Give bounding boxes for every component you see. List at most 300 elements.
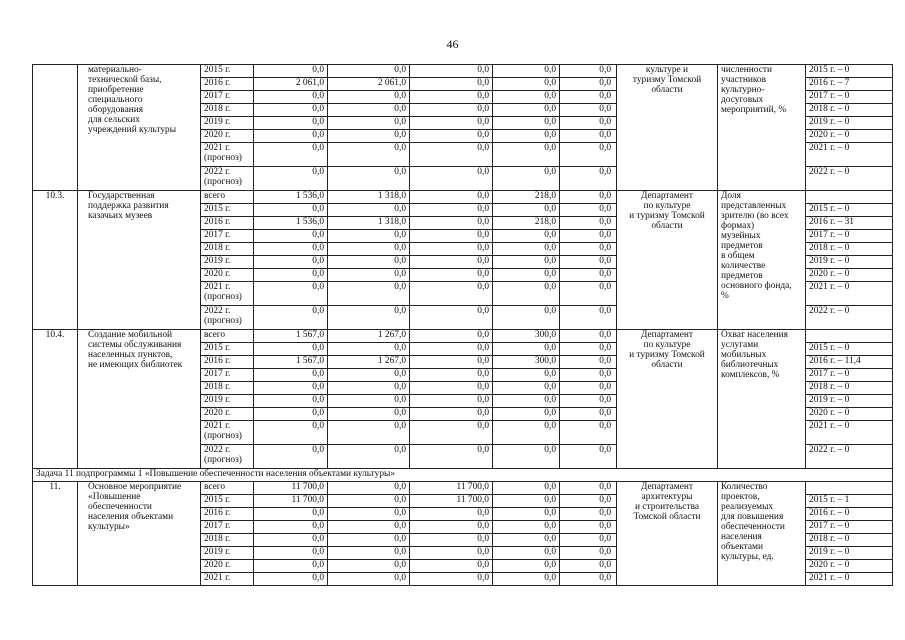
executor-line: Департамент [641,191,693,201]
indicator-value: 2022 г. – 0 [806,167,893,191]
funding-value: 0,0 [254,343,328,356]
period-cell [201,445,254,469]
indicator-line: культуры, ед. [721,552,774,562]
funding-value: 0,0 [493,117,560,130]
indicator-value: 2015 г. – 0 [806,65,893,78]
executor-line: Департамент [641,330,693,340]
period-label: всего [204,330,226,340]
funding-value: 0,0 [328,495,410,508]
funding-value: 0,0 [328,395,410,408]
funding-value: 0,0 [493,306,560,330]
indicator-line: в общем [721,251,755,261]
activity-name-line: материально- [88,65,142,75]
indicator-value: 2018 г. – 0 [806,382,893,395]
activity-name-line: системы обслуживания [88,340,182,350]
funding-value: 1 318,0 [328,191,410,204]
funding-value: 0,0 [410,343,493,356]
indicator-value: 2019 г. – 0 [806,395,893,408]
indicator-name [718,482,806,586]
funding-value: 0,0 [493,230,560,243]
period-label: 2015 г. [204,65,231,75]
executor [617,330,718,469]
funding-value: 0,0 [328,547,410,560]
funding-value: 0,0 [493,445,560,469]
funding-value: 0,0 [410,560,493,573]
funding-value: 0,0 [254,65,328,78]
indicator-value: 2022 г. – 0 [806,445,893,469]
indicator-value: 2015 г. – 1 [806,495,893,508]
period-cell [201,343,254,356]
period-note: (прогноз) [204,455,242,465]
funding-value: 0,0 [493,395,560,408]
period-cell [201,482,254,495]
funding-value: 0,0 [560,495,617,508]
executor-line: области [651,360,683,370]
period-cell [201,117,254,130]
funding-value: 0,0 [410,508,493,521]
funding-value: 0,0 [560,230,617,243]
period-cell [201,130,254,143]
funding-value: 0,0 [410,330,493,343]
indicator-value: 2021 г. – 0 [806,143,893,167]
funding-value: 0,0 [410,243,493,256]
period-label: 2020 г. [204,408,231,418]
funding-value: 0,0 [254,547,328,560]
funding-value: 0,0 [493,482,560,495]
activity-name-line: Государственная [88,191,155,201]
indicator-value [806,191,893,204]
executor [617,65,718,191]
funding-value: 0,0 [410,534,493,547]
funding-value: 0,0 [254,521,328,534]
indicator-line: реализуемых [721,502,774,512]
indicator-value: 2015 г. – 0 [806,343,893,356]
indicator-line: численности [721,65,772,75]
funding-value: 0,0 [410,356,493,369]
period-label: 2022 г. [204,445,231,455]
funding-value: 0,0 [493,560,560,573]
activity-name-line: поддержка развития [88,201,169,211]
program-table [32,64,893,586]
indicator-value: 2020 г. – 0 [806,408,893,421]
funding-value: 0,0 [410,230,493,243]
indicator-value: 2021 г. – 0 [806,573,893,586]
indicator-line: Охват населения [721,330,788,340]
period-cell [201,217,254,230]
funding-value: 0,0 [254,408,328,421]
period-label: 2019 г. [204,547,231,557]
funding-value: 0,0 [493,91,560,104]
funding-value: 0,0 [328,369,410,382]
funding-value: 0,0 [410,167,493,191]
period-label: 2021 г. [204,421,231,431]
funding-value: 1 267,0 [328,356,410,369]
funding-value: 0,0 [560,482,617,495]
funding-value: 0,0 [493,243,560,256]
indicator-line: библиотечных [721,360,779,370]
funding-value: 0,0 [328,482,410,495]
funding-value: 0,0 [328,256,410,269]
executor-line: туризму Томской [632,75,702,85]
period-label: 2021 г. [204,282,231,292]
activity-name [78,65,201,191]
indicator-line: Количество [721,482,768,492]
funding-value: 0,0 [493,495,560,508]
indicator-line: досуговых [721,95,764,105]
indicator-value [806,482,893,495]
activity-name-line: технической базы, [88,75,162,85]
indicator-line: комплексов, % [721,370,780,380]
activity-name [78,330,201,469]
indicator-value: 2015 г. – 0 [806,204,893,217]
table-body [33,65,893,586]
indicator-value: 2020 г. – 0 [806,130,893,143]
period-label: 2018 г. [204,104,231,114]
indicator-line: представленных [721,201,787,211]
funding-value: 0,0 [328,167,410,191]
funding-value: 1 318,0 [328,217,410,230]
funding-value: 0,0 [328,243,410,256]
period-label: 2017 г. [204,91,231,101]
indicator-value: 2016 г. – 31 [806,217,893,230]
period-cell [201,104,254,117]
funding-value: 300,0 [493,330,560,343]
period-label: 2020 г. [204,560,231,570]
executor-line: области [651,221,683,231]
funding-value: 0,0 [328,521,410,534]
funding-value: 300,0 [493,356,560,369]
funding-value: 0,0 [328,560,410,573]
funding-value: 11 700,0 [410,482,493,495]
executor-line: архитектуры [641,492,693,502]
indicator-value: 2017 г. – 0 [806,230,893,243]
funding-value: 0,0 [493,104,560,117]
indicator-value: 2020 г. – 0 [806,269,893,282]
activity-name-line: казачьих музеев [88,211,153,221]
funding-value: 0,0 [410,382,493,395]
funding-value: 0,0 [560,256,617,269]
funding-value: 0,0 [254,282,328,306]
task-row [33,469,893,482]
indicator-line: обеспеченности [721,522,785,532]
period-note: (прогноз) [204,431,242,441]
task-title: Задача 11 подпрограммы 1 «Повышение обеспеченности населения объектами культуры» [33,469,893,482]
funding-value: 0,0 [560,191,617,204]
period-label: 2019 г. [204,395,231,405]
period-label: 2018 г. [204,534,231,544]
funding-value: 0,0 [410,408,493,421]
funding-value: 0,0 [560,282,617,306]
period-label: 2021 г. [204,573,231,583]
period-label: всего [204,191,226,201]
period-note: (прогноз) [204,177,242,187]
period-cell [201,243,254,256]
funding-value: 0,0 [328,269,410,282]
indicator-value [806,330,893,343]
funding-value: 0,0 [328,382,410,395]
period-cell [201,230,254,243]
funding-value: 0,0 [493,78,560,91]
funding-value: 0,0 [560,356,617,369]
funding-value: 1 567,0 [254,356,328,369]
indicator-line: предметов [721,271,763,281]
funding-value: 0,0 [493,534,560,547]
funding-value: 0,0 [410,130,493,143]
table-row [33,191,893,204]
funding-value: 0,0 [410,104,493,117]
funding-value: 0,0 [493,421,560,445]
executor [617,191,718,330]
period-label: 2016 г. [204,508,231,518]
executor-line: Департамент [641,482,693,492]
funding-value: 0,0 [560,117,617,130]
funding-value: 0,0 [560,547,617,560]
funding-value: 0,0 [254,104,328,117]
funding-value: 0,0 [493,408,560,421]
activity-name-line: Основное мероприятие [88,482,182,492]
period-cell [201,91,254,104]
indicator-value: 2021 г. – 0 [806,421,893,445]
funding-value: 0,0 [493,143,560,167]
indicator-value: 2022 г. – 0 [806,306,893,330]
funding-value: 0,0 [410,521,493,534]
funding-value: 0,0 [560,445,617,469]
period-note: (прогноз) [204,292,242,302]
funding-value: 0,0 [493,521,560,534]
funding-value: 2 061,0 [328,78,410,91]
funding-value: 0,0 [560,306,617,330]
period-cell [201,269,254,282]
funding-value: 0,0 [254,269,328,282]
indicator-value: 2016 г. – 7 [806,78,893,91]
executor [617,482,718,586]
indicator-line: мобильных [721,350,767,360]
funding-value: 0,0 [328,230,410,243]
funding-value: 0,0 [254,143,328,167]
period-label: 2015 г. [204,495,231,505]
period-cell [201,495,254,508]
activity-name-line: населенных пунктов, [88,350,173,360]
funding-value: 0,0 [493,547,560,560]
activity-name-line: приобретение [88,85,144,95]
funding-value: 1 567,0 [254,330,328,343]
funding-value: 0,0 [560,521,617,534]
activity-name-line: Создание мобильной [88,330,173,340]
period-cell [201,421,254,445]
period-label: 2020 г. [204,269,231,279]
executor-line: и туризму Томской [629,211,705,221]
period-cell [201,560,254,573]
indicator-value: 2021 г. – 0 [806,282,893,306]
funding-value: 0,0 [254,382,328,395]
period-label: 2022 г. [204,167,231,177]
funding-value: 0,0 [493,573,560,586]
table-row [33,65,893,78]
indicator-line: Доля [721,191,741,201]
period-label: 2016 г. [204,356,231,366]
funding-value: 0,0 [328,408,410,421]
indicator-line: формах) [721,221,755,231]
period-cell [201,508,254,521]
funding-value: 0,0 [254,117,328,130]
funding-value: 0,0 [493,369,560,382]
funding-value: 218,0 [493,191,560,204]
funding-value: 0,0 [560,560,617,573]
activity-name-line: культуры» [88,522,130,532]
activity-name-line: «Повышение [88,492,141,502]
period-label: 2019 г. [204,256,231,266]
row-number: 11. [33,482,78,586]
funding-value: 0,0 [254,508,328,521]
indicator-value: 2018 г. – 0 [806,243,893,256]
funding-value: 0,0 [410,573,493,586]
period-cell [201,521,254,534]
funding-value: 1 536,0 [254,191,328,204]
indicator-line: музейных [721,231,761,241]
indicator-value: 2019 г. – 0 [806,117,893,130]
executor-line: и туризму Томской [629,350,705,360]
indicator-line: мероприятий, % [721,105,787,115]
funding-value: 0,0 [560,243,617,256]
funding-value: 0,0 [560,382,617,395]
funding-value: 0,0 [254,395,328,408]
funding-value: 0,0 [493,269,560,282]
period-label: 2016 г. [204,78,231,88]
period-cell [201,382,254,395]
funding-value: 0,0 [560,343,617,356]
activity-name [78,482,201,586]
funding-value: 0,0 [410,306,493,330]
funding-value: 0,0 [254,130,328,143]
indicator-line: объектами [721,542,763,552]
indicator-line: зрителю (во всех [721,211,789,221]
period-cell [201,306,254,330]
indicator-value: 2016 г. – 11,4 [806,356,893,369]
row-number: 10.3. [33,191,78,330]
funding-value: 0,0 [410,78,493,91]
activity-name-line: населения объектами [88,512,174,522]
indicator-line: для повышения [721,512,784,522]
funding-value: 0,0 [560,534,617,547]
indicator-line: % [721,291,729,301]
indicator-value: 2016 г. – 0 [806,508,893,521]
funding-value: 0,0 [560,508,617,521]
row-number [33,65,78,191]
funding-value: 0,0 [410,143,493,167]
funding-value: 0,0 [328,143,410,167]
period-label: 2015 г. [204,343,231,353]
funding-value: 0,0 [254,573,328,586]
funding-value: 0,0 [493,382,560,395]
period-cell [201,78,254,91]
funding-value: 0,0 [493,343,560,356]
period-cell [201,573,254,586]
period-cell [201,65,254,78]
funding-value: 11 700,0 [254,482,328,495]
executor-line: по культуре [643,201,691,211]
funding-value: 0,0 [560,421,617,445]
funding-value: 0,0 [410,369,493,382]
funding-value: 0,0 [328,104,410,117]
funding-value: 0,0 [254,306,328,330]
indicator-value: 2019 г. – 0 [806,547,893,560]
executor-line: культуре и [645,65,689,75]
indicator-line: основного фонда, [721,281,792,291]
funding-value: 0,0 [560,395,617,408]
period-cell [201,167,254,191]
row-number: 10.4. [33,330,78,469]
funding-value: 2 061,0 [254,78,328,91]
funding-value: 0,0 [560,204,617,217]
funding-value: 0,0 [254,167,328,191]
period-label: 2018 г. [204,382,231,392]
table-row [33,482,893,495]
funding-value: 0,0 [493,256,560,269]
funding-value: 0,0 [328,534,410,547]
indicator-line: проектов, [721,492,760,502]
indicator-name [718,65,806,191]
period-cell [201,256,254,269]
indicator-name [718,330,806,469]
funding-value: 0,0 [560,91,617,104]
period-cell [201,282,254,306]
funding-value: 0,0 [560,573,617,586]
indicator-line: участников [721,75,767,85]
funding-value: 0,0 [254,91,328,104]
funding-value: 0,0 [410,256,493,269]
funding-value: 0,0 [328,204,410,217]
funding-value: 0,0 [410,282,493,306]
period-cell [201,408,254,421]
funding-value: 1 536,0 [254,217,328,230]
indicator-line: количестве [721,261,766,271]
funding-value: 0,0 [254,230,328,243]
funding-value: 0,0 [493,130,560,143]
funding-value: 0,0 [560,130,617,143]
activity-name-line: специального [88,95,143,105]
indicator-line: культурно- [721,85,765,95]
period-note: (прогноз) [204,316,242,326]
period-cell [201,330,254,343]
funding-value: 0,0 [410,421,493,445]
activity-name-line: обеспеченности [88,502,152,512]
indicator-line: услугами [721,340,759,350]
period-cell [201,191,254,204]
period-cell [201,143,254,167]
funding-value: 0,0 [328,91,410,104]
funding-value: 0,0 [254,256,328,269]
period-label: всего [204,482,226,492]
period-label: 2022 г. [204,306,231,316]
funding-value: 0,0 [328,306,410,330]
funding-value: 0,0 [410,91,493,104]
page-number: 46 [446,37,459,51]
activity-name-line: не имеющих библиотек [88,360,183,370]
indicator-line: населения [721,532,762,542]
period-label: 2017 г. [204,230,231,240]
funding-value: 0,0 [254,204,328,217]
indicator-value: 2018 г. – 0 [806,104,893,117]
period-label: 2016 г. [204,217,231,227]
funding-value: 0,0 [410,117,493,130]
funding-value: 0,0 [560,217,617,230]
funding-value: 0,0 [410,204,493,217]
funding-value: 0,0 [254,534,328,547]
funding-value: 0,0 [560,104,617,117]
funding-value: 0,0 [328,130,410,143]
period-cell [201,395,254,408]
period-label: 2018 г. [204,243,231,253]
